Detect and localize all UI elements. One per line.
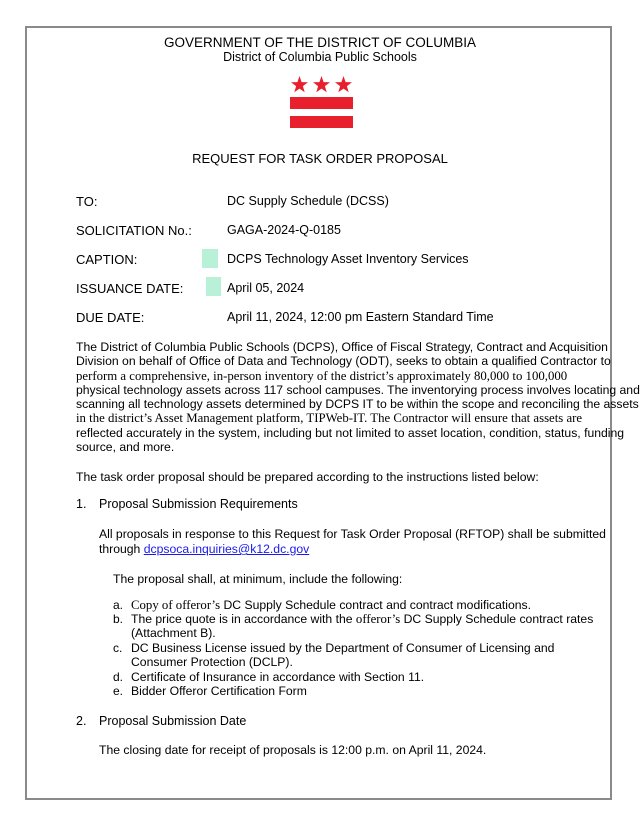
field-issuance-label: ISSUANCE DATE: <box>76 281 184 296</box>
list-item <box>113 684 573 699</box>
instructions-line: The task order proposal should be prepared according to the instructions listed below: <box>76 470 539 484</box>
section1-text-line1: All proposals in response to this Request for Task Order Proposal (RFTOP) shall be submitted <box>99 527 606 541</box>
list-marker: d. <box>113 670 124 684</box>
list-item-text: Bidder Offeror Certification Form <box>131 684 307 698</box>
list-marker: b. <box>113 612 124 626</box>
email-link[interactable]: dcpsoca.inquiries@k12.dc.gov <box>143 542 310 556</box>
list-item <box>113 641 573 671</box>
list-item <box>113 670 573 685</box>
field-solicitation-value: GAGA-2024-Q-0185 <box>227 223 341 237</box>
section1-text-line2 <box>99 542 309 556</box>
list-item-serif: Copy of offeror’s <box>131 598 221 612</box>
list-item-text: DC Supply Schedule contract and contract modifications. <box>220 598 532 612</box>
field-due-value: April 11, 2024, 12:00 pm Eastern Standard Time <box>227 310 494 324</box>
flag-bar-bottom <box>290 116 353 128</box>
intro-line: in the district’s Asset Management platform, TIPWeb-IT. The Contractor will ensure that assets are <box>76 411 583 426</box>
list-item-serif: offeror’s <box>355 612 401 626</box>
list-item <box>113 612 594 642</box>
flag-bar-top <box>290 97 353 109</box>
flag-star-right <box>335 76 352 92</box>
field-due-label: DUE DATE: <box>76 310 145 325</box>
issuance-highlight <box>206 277 221 296</box>
field-to-value: DC Supply Schedule (DCSS) <box>227 194 389 208</box>
list-item <box>113 598 573 613</box>
dc-flag-icon <box>290 76 353 128</box>
list-item-line2: (Attachment B). <box>131 626 216 641</box>
intro-line: physical technology assets across 117 school campuses. The inventorying process involves locating and <box>76 382 640 397</box>
minimum-line: The proposal shall, at minimum, include the following: <box>113 572 403 586</box>
field-solicitation-label: SOLICITATION No.: <box>76 223 192 238</box>
list-marker: a. <box>113 598 124 612</box>
intro-line: scanning all technology assets determined by DCPS IT to be within the scope and reconciling the assets <box>76 397 639 412</box>
intro-line: Division on behalf of Office of Data and Technology (ODT), seeks to obtain a qualified Contractor to <box>76 354 611 369</box>
field-to-label: TO: <box>76 194 98 209</box>
caption-highlight <box>202 249 218 268</box>
list-marker: e. <box>113 684 124 698</box>
field-caption-label: CAPTION: <box>76 252 138 267</box>
list-item-line2: Consumer Protection (DCLP). <box>131 655 293 670</box>
list-item-text: The price quote is in accordance with the <box>131 612 356 626</box>
intro-line: perform a comprehensive, in-person inventory of the district’s approximately 80,000 to 100,000 <box>76 368 568 383</box>
flag-star-center <box>313 76 330 92</box>
field-caption-value: DCPS Technology Asset Inventory Services <box>227 252 469 266</box>
document-title: REQUEST FOR TASK ORDER PROPOSAL <box>192 151 448 166</box>
through-text: through <box>99 542 144 556</box>
list-item-text: DC Supply Schedule contract rates <box>400 612 594 626</box>
field-issuance-value: April 05, 2024 <box>227 281 305 295</box>
intro-paragraph <box>76 340 640 455</box>
section1-number: 1. <box>76 497 87 511</box>
section2-number: 2. <box>76 714 87 728</box>
section2-title: Proposal Submission Date <box>99 714 247 728</box>
list-marker: c. <box>113 641 123 655</box>
section2-text: The closing date for receipt of proposals is 12:00 p.m. on April 11, 2024. <box>99 743 487 757</box>
section1-title: Proposal Submission Requirements <box>99 497 298 511</box>
intro-line: The District of Columbia Public Schools (DCPS), Office of Fiscal Strategy, Contract and Acquisition <box>76 340 608 354</box>
header-schools: District of Columbia Public Schools <box>223 50 417 64</box>
intro-line: reflected accurately in the system, including but not limited to asset location, condition, status, funding <box>76 425 625 440</box>
header-government: GOVERNMENT OF THE DISTRICT OF COLUMBIA <box>163 35 477 50</box>
intro-line: source, and more. <box>76 440 175 455</box>
list-item-text: Certificate of Insurance in accordance with Section 11. <box>131 670 425 684</box>
list-item-text: DC Business License issued by the Department of Consumer of Licensing and <box>131 641 555 655</box>
flag-star-left <box>291 76 308 92</box>
